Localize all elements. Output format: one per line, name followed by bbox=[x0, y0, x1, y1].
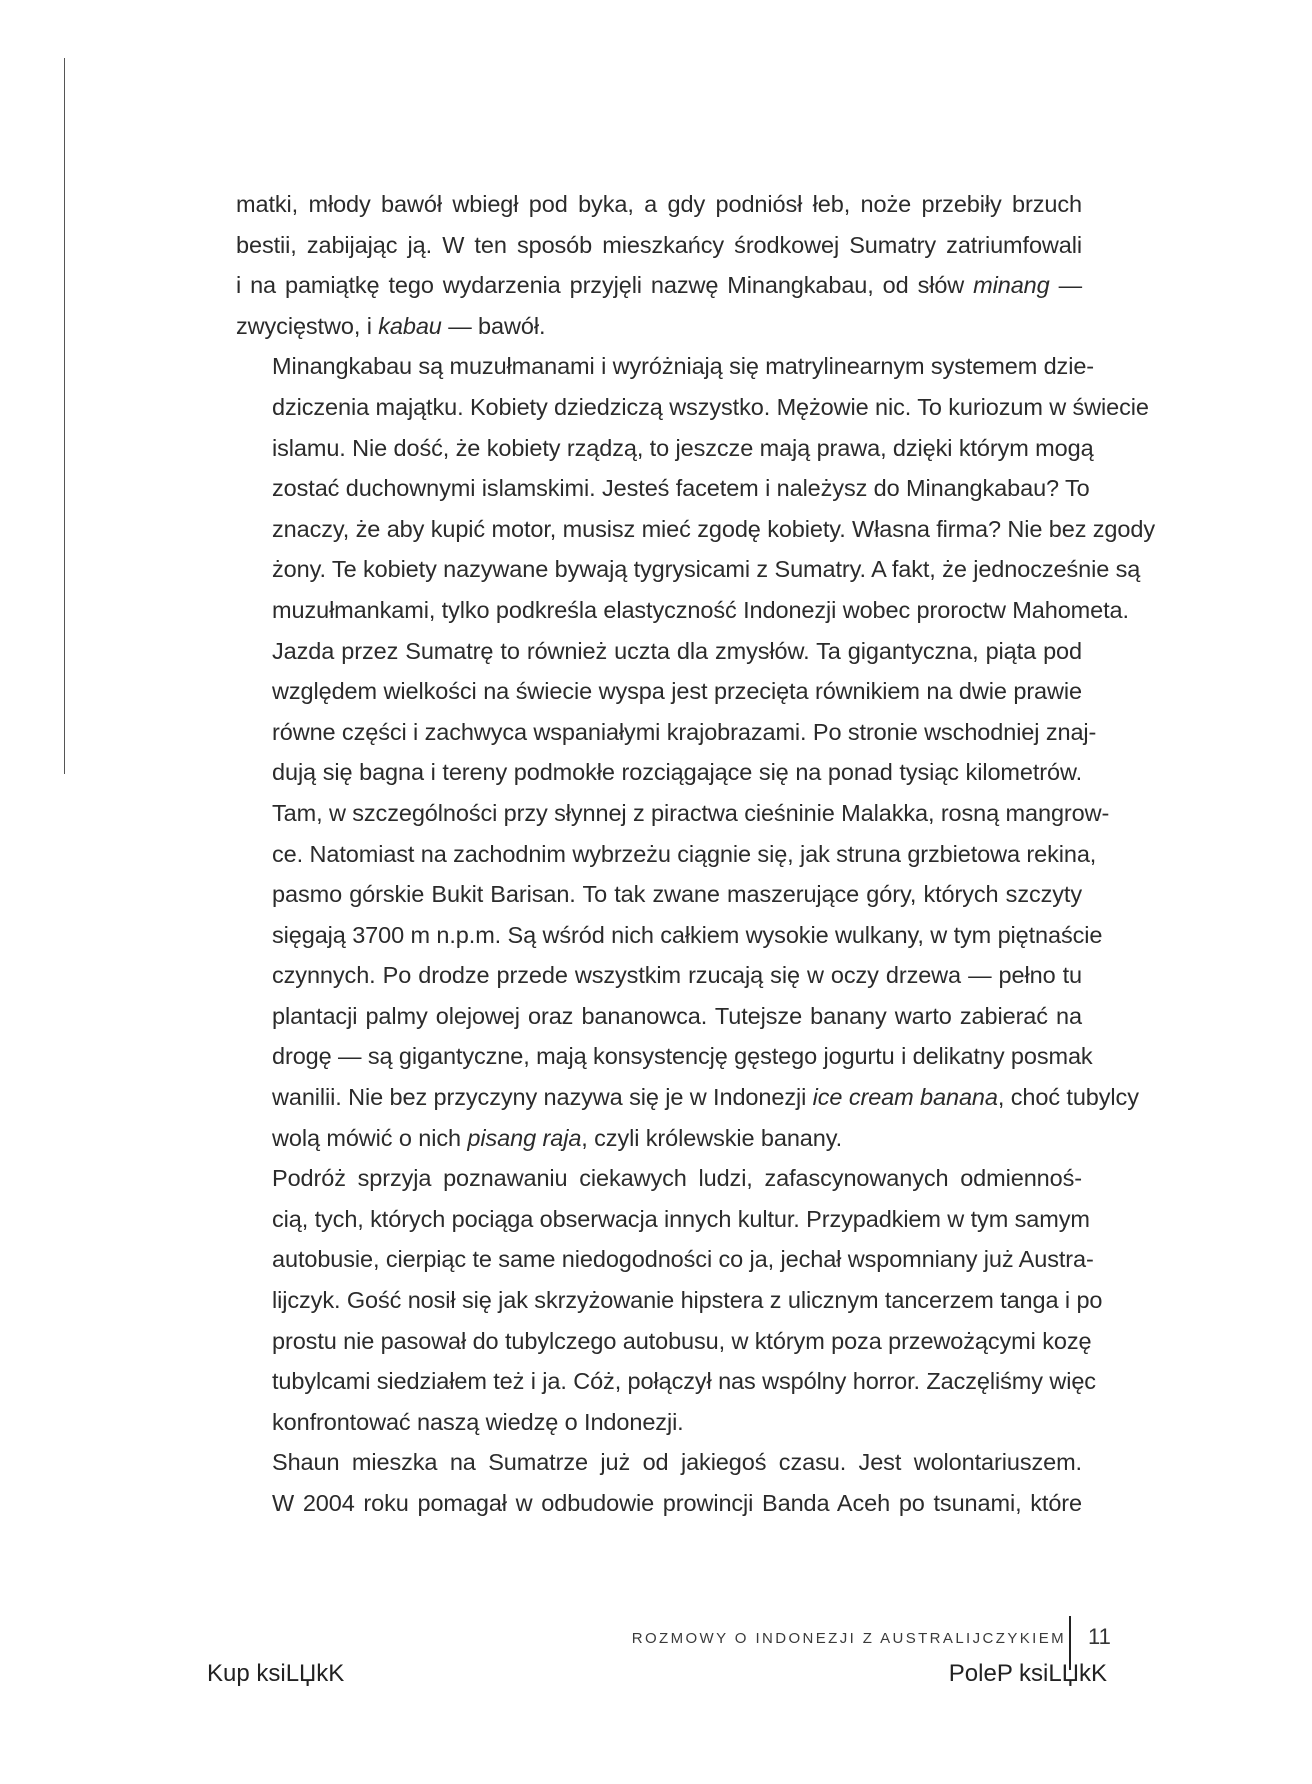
text-line: drogę — są gigantyczne, mają konsystencję gęstego jogurtu i delikatny posmak bbox=[272, 1043, 1093, 1070]
paragraph-1 bbox=[236, 184, 1082, 346]
text-line: islamu. Nie dość, że kobiety rządzą, to jeszcze mają prawa, dzięki którym mogą bbox=[272, 434, 1094, 461]
text-line: zwycięstwo, i kabau — bawół. bbox=[236, 312, 546, 339]
text-line: i na pamiątkę tego wydarzenia przyjęli nazwę Minangkabau, od słów minang — bbox=[236, 272, 1082, 299]
text-line: czynnych. Po drodze przede wszystkim rzucają się w oczy drzewa — pełno tu bbox=[272, 962, 1082, 989]
running-head: ROZMOWY O INDONEZJI Z AUSTRALIJCZYKIEM bbox=[631, 1630, 1066, 1647]
text-line: pasmo górskie Bukit Barisan. To tak zwane maszerujące góry, których szczyty bbox=[272, 881, 1082, 908]
paragraph-4 bbox=[236, 1158, 1103, 1442]
text-line: cią, tych, których pociąga obserwacja innych kultur. Przypadkiem w tym samym bbox=[272, 1205, 1090, 1232]
text-line: sięgają 3700 m n.p.m. Są wśród nich całkiem wysokie wulkany, w tym piętnaście bbox=[272, 921, 1103, 948]
text-line: ce. Natomiast na zachodnim wybrzeżu ciągnie się, jak struna grzbietowa rekina, bbox=[272, 840, 1097, 867]
text-line: dują się bagna i tereny podmokłe rozciągające się na ponad tysiąc kilometrów. bbox=[272, 759, 1082, 786]
paragraph-5 bbox=[236, 1442, 1082, 1523]
text-line: dziczenia majątku. Kobiety dziedziczą wszystko. Mężowie nic. To kuriozum w świecie bbox=[272, 393, 1149, 420]
margin-rule bbox=[64, 58, 65, 774]
text-line: wanilii. Nie bez przyczyny nazywa się je w Indonezji ice cream banana, choć tubylcy bbox=[272, 1084, 1139, 1111]
text-line: znaczy, że aby kupić motor, musisz mieć zgodę kobiety. Własna firma? Nie bez zgody bbox=[272, 515, 1155, 542]
text-line: Shaun mieszka na Sumatrze już od jakiegoś czasu. Jest wolontariuszem. bbox=[272, 1449, 1082, 1476]
text-line: lijczyk. Gość nosił się jak skrzyżowanie hipstera z ulicznym tancerzem tanga i po bbox=[272, 1287, 1103, 1314]
text-line: tubylcami siedziałem też i ja. Cóż, połączył nas wspólny horror. Zaczęliśmy więc bbox=[272, 1368, 1096, 1395]
text-line: Minangkabau są muzułmanami i wyróżniają się matrylinearnym systemem dzie- bbox=[272, 353, 1095, 380]
text-line: zostać duchownymi islamskimi. Jesteś facetem i należysz do Minangkabau? To bbox=[272, 475, 1090, 502]
page-number: 11 bbox=[1088, 1624, 1111, 1649]
text-line: równe części i zachwyca wspaniałymi krajobrazami. Po stronie wschodniej znaj- bbox=[272, 718, 1097, 745]
paragraph-3 bbox=[236, 631, 1139, 1159]
text-line: Podróż sprzyja poznawaniu ciekawych ludzi, zafascynowanych odmiennoś- bbox=[272, 1165, 1082, 1192]
footer-buy-link[interactable]: Kup ksiLЏkK bbox=[207, 1660, 345, 1687]
text-line: bestii, zabijając ją. W ten sposób mieszkańcy środkowej Sumatry zatriumfowali bbox=[236, 231, 1082, 258]
text-line: muzułmankami, tylko podkreśla elastyczność Indonezji wobec proroctw Mahometa. bbox=[272, 596, 1129, 623]
text-line: plantacji palmy olejowej oraz bananowca. Tutejsze banany warto zabierać na bbox=[272, 1002, 1082, 1029]
text-line: Tam, w szczególności przy słynnej z piractwa cieśninie Malakka, rosną mangrow- bbox=[272, 799, 1110, 826]
text-line: prostu nie pasował do tubylczego autobusu, w którym poza przewożącymi kozę bbox=[272, 1327, 1092, 1354]
text-line: Jazda przez Sumatrę to również uczta dla zmysłów. Ta gigantyczna, piąta pod bbox=[272, 637, 1082, 664]
text-line: konfrontować naszą wiedzę o Indonezji. bbox=[272, 1408, 684, 1435]
text-line: autobusie, cierpiąc te same niedogodności co ja, jechał wspomniany już Austra- bbox=[272, 1246, 1094, 1273]
text-line: żony. Te kobiety nazywane bywają tygrysicami z Sumatry. A fakt, że jednocześnie są bbox=[272, 556, 1141, 583]
footer-recommend-link[interactable]: PoleP ksiLЏkK bbox=[948, 1660, 1107, 1687]
text-line: wolą mówić o nich pisang raja, czyli królewskie banany. bbox=[272, 1124, 843, 1151]
text-line: W 2004 roku pomagał w odbudowie prowincji Banda Aceh po tsunami, które bbox=[272, 1490, 1082, 1516]
text-line: względem wielkości na świecie wyspa jest przecięta równikiem na dwie prawie bbox=[272, 678, 1082, 705]
body-text bbox=[236, 184, 1155, 1524]
text-line: matki, młody bawół wbiegł pod byka, a gdy podniósł łeb, noże przebiły brzuch bbox=[236, 191, 1082, 217]
paragraph-2 bbox=[236, 346, 1155, 630]
